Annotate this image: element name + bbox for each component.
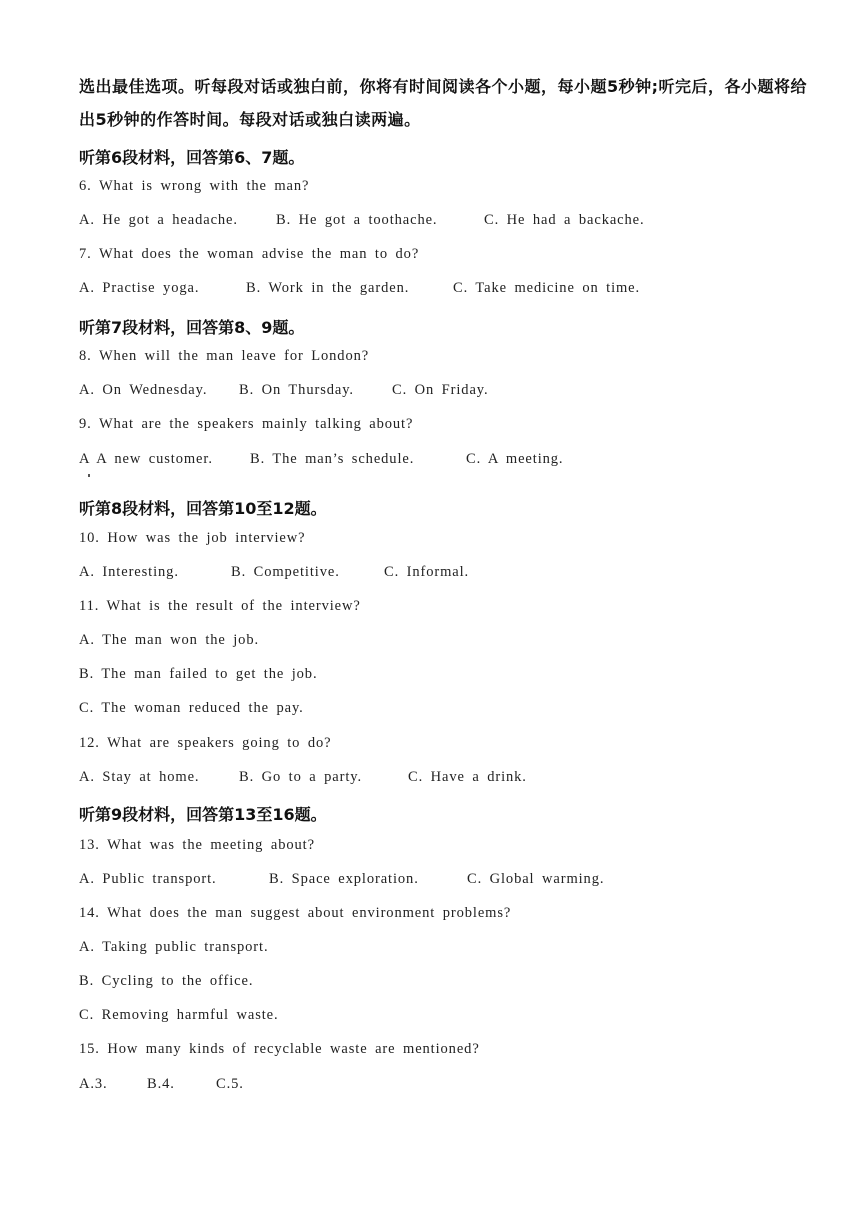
option-a: A. He got a headache. — [79, 212, 238, 228]
option-b: B. He got a toothache. — [276, 212, 438, 228]
question-stem: 15. How many kinds of recyclable waste are mentioned? — [79, 1041, 480, 1057]
question-stem: 12. What are speakers going to do? — [79, 735, 332, 751]
option-c: C. A meeting. — [466, 451, 564, 467]
options-row — [79, 382, 489, 399]
option-b: B. Cycling to the office. — [79, 973, 254, 989]
option-a: A.3. — [79, 1076, 108, 1092]
section-heading: 听第6段材料，回答第6、7题。 — [79, 148, 305, 167]
option-b: B. Go to a party. — [239, 769, 363, 785]
instructions-text: 选出最佳选项。听每段对话或独白前，你将有时间阅读各个小题，每小题5秒钟;听完后，各小题将给出5秒钟的作答时间。每段对话或独白读两遍。 — [79, 77, 808, 129]
options-row — [79, 451, 563, 468]
question-stem: 14. What does the man suggest about environment problems? — [79, 905, 512, 921]
option-a: A. Practise yoga. — [79, 280, 200, 296]
question-stem: 6. What is wrong with the man? — [79, 178, 310, 194]
option-a: A. Taking public transport. — [79, 939, 269, 955]
option-c: C. Take medicine on time. — [453, 280, 641, 296]
option-c: C.5. — [216, 1076, 244, 1092]
section-heading: 听第7段材料，回答第8、9题。 — [79, 318, 305, 337]
section-heading: 听第8段材料，回答第10至12题。 — [79, 499, 327, 518]
option-b: B. Space exploration. — [269, 871, 419, 887]
option-a: A A new customer. — [79, 451, 213, 467]
section-heading: 听第9段材料，回答第13至16题。 — [79, 805, 327, 824]
options-row — [79, 564, 469, 581]
options-row — [79, 1076, 244, 1093]
option-c: C. The woman reduced the pay. — [79, 700, 304, 716]
option-b: B. On Thursday. — [239, 382, 354, 398]
question-stem: 7. What does the woman advise the man to do? — [79, 246, 420, 262]
option-a: A. Interesting. — [79, 564, 179, 580]
options-row — [79, 769, 527, 786]
question-stem: 11. What is the result of the interview? — [79, 598, 361, 614]
question-stem: 9. What are the speakers mainly talking about? — [79, 416, 414, 432]
option-b: B. The man failed to get the job. — [79, 666, 318, 682]
option-b: B. Competitive. — [231, 564, 340, 580]
option-c: C. Removing harmful waste. — [79, 1007, 279, 1023]
option-b: B. Work in the garden. — [246, 280, 410, 296]
option-a: A. On Wednesday. — [79, 382, 208, 398]
question-stem: 13. What was the meeting about? — [79, 837, 315, 853]
option-b: B. The man’s schedule. — [250, 451, 415, 467]
option-c: C. Informal. — [384, 564, 470, 580]
option-a: A. Stay at home. — [79, 769, 200, 785]
stray-mark — [88, 474, 90, 477]
option-b: B.4. — [147, 1076, 175, 1092]
option-a: A. The man won the job. — [79, 632, 260, 648]
option-c: C. Global warming. — [467, 871, 605, 887]
options-row — [79, 871, 604, 888]
options-row — [79, 212, 645, 229]
question-stem: 10. How was the job interview? — [79, 530, 306, 546]
options-row — [79, 280, 640, 297]
option-a: A. Public transport. — [79, 871, 217, 887]
option-c: C. He had a backache. — [484, 212, 645, 228]
option-c: C. On Friday. — [392, 382, 489, 398]
question-stem: 8. When will the man leave for London? — [79, 348, 370, 364]
option-c: C. Have a drink. — [408, 769, 527, 785]
